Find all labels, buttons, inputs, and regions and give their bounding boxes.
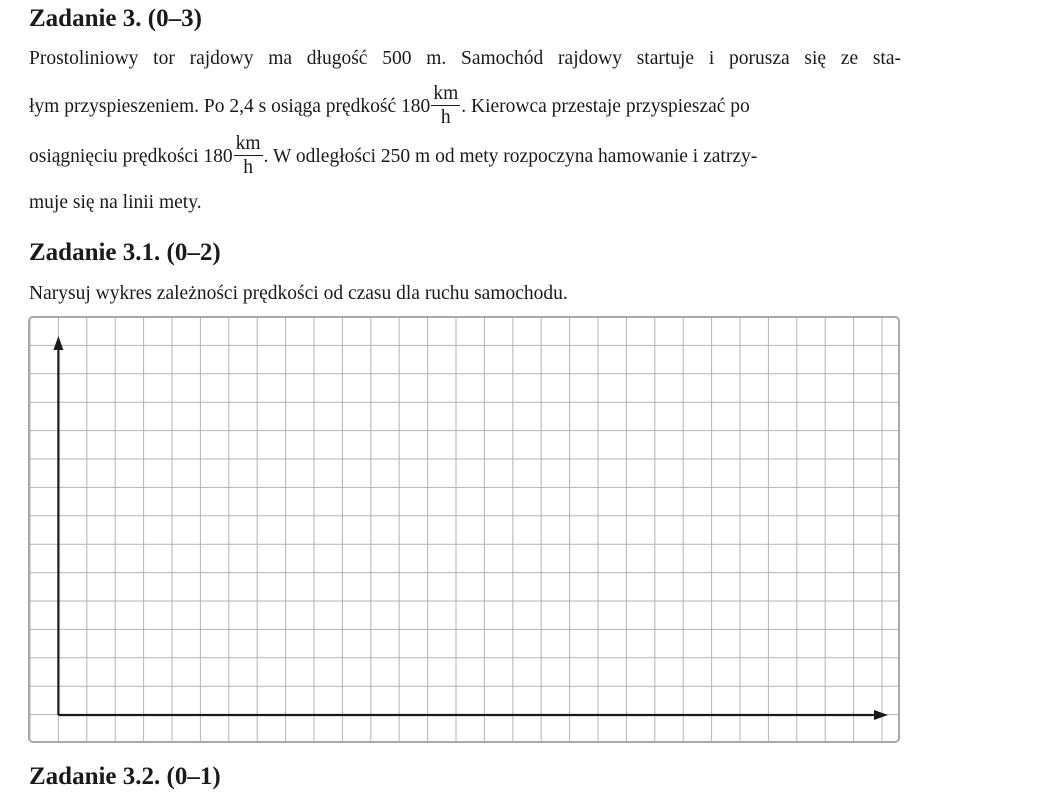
task-text-line-2 xyxy=(29,84,901,131)
line2-text-a: łym przyspieszeniem. Po 2,4 s osiąga prędkość 180 xyxy=(29,95,431,117)
y-axis-arrow-icon xyxy=(53,336,63,350)
task-text-line-1: Prostoliniowy tor rajdowy ma długość 500 m. Samochód rajdowy startuje i porusza się ze sta- xyxy=(29,48,901,69)
unit-denominator: h xyxy=(440,107,451,128)
answer-grid[interactable] xyxy=(28,316,900,743)
line3-text-a: osiągnięciu prędkości 180 xyxy=(29,145,233,167)
x-axis-arrow-icon xyxy=(874,710,888,720)
subtask-instruction: Narysuj wykres zależności prędkości od czasu dla ruchu samochodu. xyxy=(29,283,568,304)
unit-fraction-kmh xyxy=(234,132,263,179)
unit-numerator: km xyxy=(433,83,459,104)
unit-denominator: h xyxy=(243,157,253,178)
next-task-title: Zadanie 3.2. (0–1) xyxy=(29,763,221,790)
unit-numerator: km xyxy=(235,133,261,154)
subtask-title: Zadanie 3.1. (0–2) xyxy=(29,239,221,266)
task-text-line-4: muje się na linii mety. xyxy=(29,192,202,213)
task-title: Zadanie 3. (0–3) xyxy=(29,5,202,32)
grid-lines xyxy=(30,318,898,741)
line3-text-b: . W odległości 250 m od mety rozpoczyna hamowanie i zatrzy- xyxy=(263,145,758,167)
grid-canvas[interactable] xyxy=(30,318,898,741)
task-text-line-3 xyxy=(29,134,901,181)
line2-text-b: . Kierowca przestaje przyspieszać po xyxy=(461,95,750,117)
unit-fraction-kmh xyxy=(431,82,460,129)
